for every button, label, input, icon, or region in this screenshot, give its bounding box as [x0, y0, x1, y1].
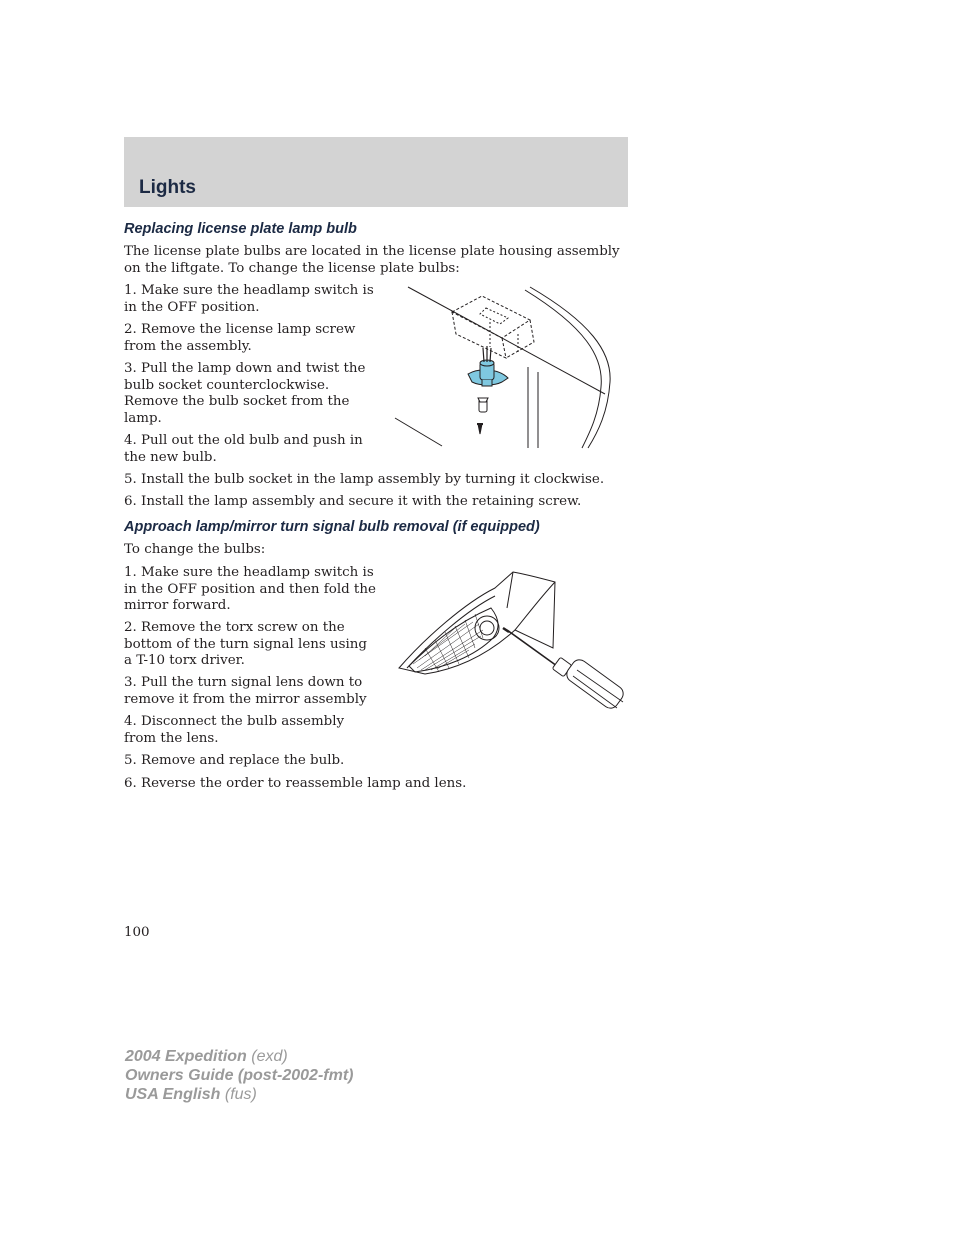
section-header-band	[124, 137, 628, 207]
mirror-step-4: 4. Disconnect the bulb assembly from the lens.	[124, 714, 345, 746]
bulb-socket-icon	[468, 346, 508, 386]
footer-line-3: USA English (fus)	[125, 1086, 257, 1103]
bulb-icon	[478, 398, 488, 412]
mirror-turn-signal-illustration	[395, 568, 627, 728]
license-step-4: 4. Pull out the old bulb and push in the new bulb.	[124, 433, 363, 465]
mirror-lamp-intro: To change the bulbs:	[124, 542, 266, 557]
document-footer	[125, 1047, 353, 1104]
section-title: Lights	[139, 177, 196, 198]
page-number: 100	[124, 925, 150, 940]
license-step-2: 2. Remove the license lamp screw from the assembly.	[124, 322, 356, 354]
mirror-step-6: 6. Reverse the order to reassemble lamp and lens.	[124, 776, 467, 791]
license-step-3: 3. Pull the lamp down and twist the bulb socket counterclockwise. Remove the bulb socket from the lamp.	[124, 361, 366, 426]
license-step-6: 6. Install the lamp assembly and secure it with the retaining screw.	[124, 494, 582, 509]
license-plate-intro: The license plate bulbs are located in the license plate housing assembly on the liftgate. To change the license plate bulbs:	[124, 244, 620, 276]
mirror-step-1: 1. Make sure the headlamp switch is in the OFF position and then fold the mirror forward.	[124, 565, 376, 613]
mirror-step-2: 2. Remove the torx screw on the bottom of the turn signal lens using a T-10 torx driver.	[124, 620, 367, 668]
license-plate-heading: Replacing license plate lamp bulb	[124, 221, 357, 237]
license-step-1: 1. Make sure the headlamp switch is in the OFF position.	[124, 283, 374, 315]
license-step-5: 5. Install the bulb socket in the lamp assembly by turning it clockwise.	[124, 472, 605, 487]
screw-icon	[477, 424, 483, 434]
torx-driver-icon	[503, 628, 626, 711]
mirror-step-5: 5. Remove and replace the bulb.	[124, 753, 345, 768]
footer-line-2: Owners Guide (post-2002-fmt)	[125, 1067, 354, 1084]
mirror-step-3: 3. Pull the turn signal lens down to remove it from the mirror assembly	[124, 675, 367, 707]
license-plate-lamp-illustration	[390, 282, 620, 452]
mirror-lamp-heading: Approach lamp/mirror turn signal bulb removal (if equipped)	[124, 519, 540, 535]
footer-line-1: 2004 Expedition (exd)	[125, 1048, 288, 1065]
